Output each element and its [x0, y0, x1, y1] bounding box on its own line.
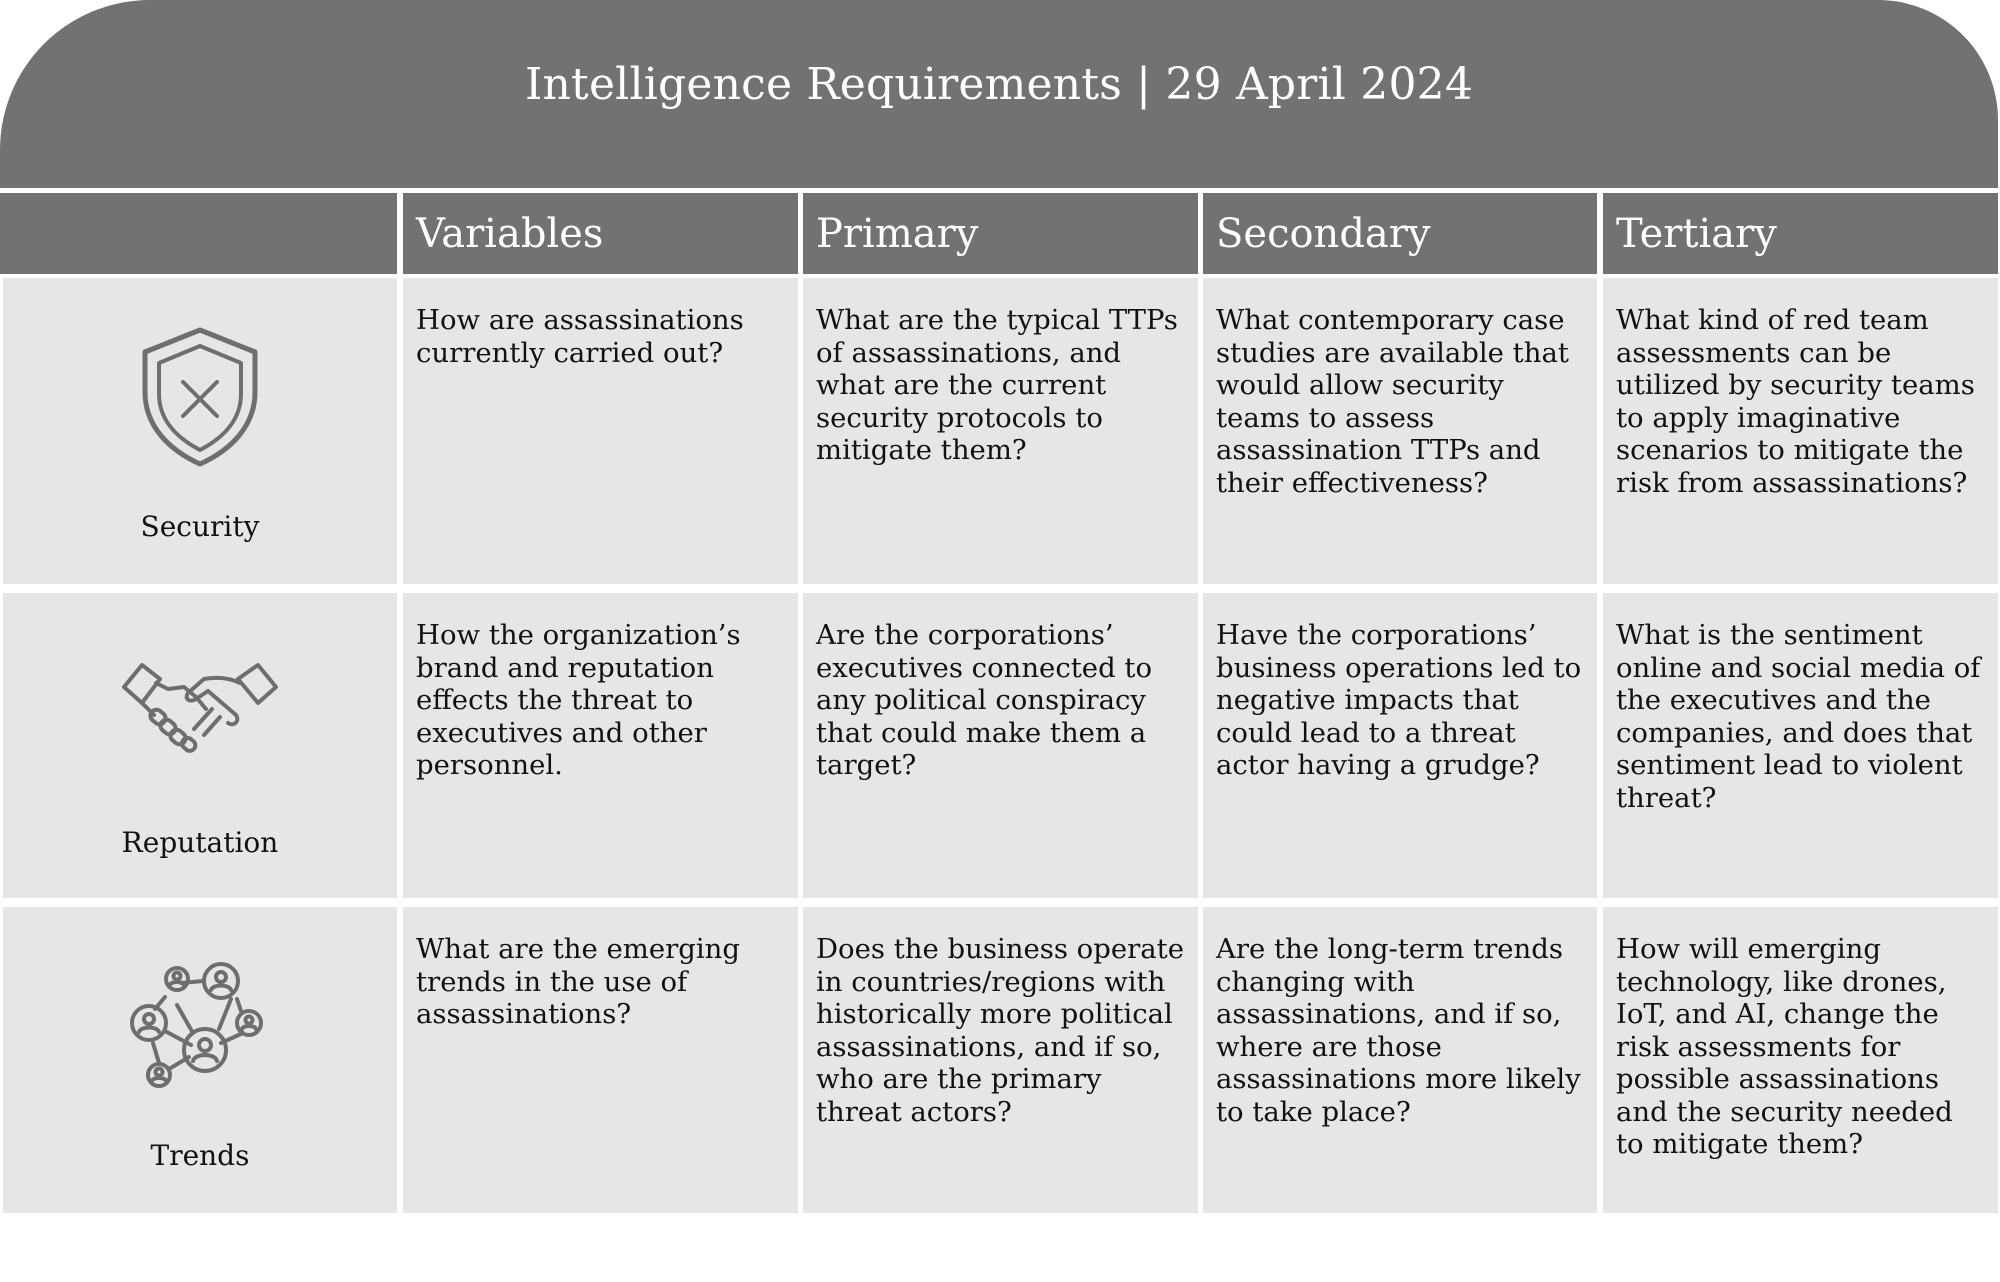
cell-reputation-primary: Are the corporations’ executives connected to any political conspiracy that could make them a target?: [803, 593, 1198, 898]
column-header-primary: Primary: [803, 193, 1198, 274]
cell-security-primary: What are the typical TTPs of assassinations, and what are the current security protocols to mitigate them?: [803, 278, 1198, 584]
cell-trends-variables: What are the emerging trends in the use of assassinations?: [403, 907, 798, 1213]
cell-security-tertiary: What kind of red team assessments can be utilized by security teams to apply imaginative scenarios to mitigate the risk from assassinations?: [1603, 278, 1998, 584]
row-label-cell-reputation: [3, 593, 397, 898]
row-label-trends: Trends: [150, 1139, 250, 1172]
cell-security-secondary: What contemporary case studies are available that would allow security teams to assess assassination TTPs and their effectiveness?: [1203, 278, 1597, 584]
column-header-variables: Variables: [403, 193, 798, 274]
page-title: Intelligence Requirements | 29 April 2024: [524, 58, 1474, 110]
handshake-icon: [120, 659, 280, 759]
row-label-cell-security: [3, 278, 397, 584]
cell-trends-tertiary: How will emerging technology, like drones, IoT, and AI, change the risk assessments for possible assassinations and the security needed to mitigate them?: [1603, 907, 1998, 1213]
cell-trends-secondary: Are the long-term trends changing with assassinations, and if so, where are those assassinations more likely to take place?: [1203, 907, 1597, 1213]
column-header-secondary: Secondary: [1203, 193, 1597, 274]
cell-trends-primary: Does the business operate in countries/regions with historically more political assassinations, and if so, who are the primary threat actors?: [803, 907, 1198, 1213]
header-corner: [0, 193, 397, 274]
shield-x-icon: [135, 324, 265, 469]
cell-reputation-secondary: Have the corporations’ business operations led to negative impacts that could lead to a threat actor having a grudge?: [1203, 593, 1597, 898]
cell-reputation-variables: How the organization’s brand and reputation effects the threat to executives and other personnel.: [403, 593, 798, 898]
row-label-cell-trends: [3, 907, 397, 1213]
column-header-tertiary: Tertiary: [1603, 193, 1998, 274]
network-people-icon: [125, 957, 275, 1092]
cell-security-variables: How are assassinations currently carried out?: [403, 278, 798, 584]
cell-reputation-tertiary: What is the sentiment online and social media of the executives and the companies, and does that sentiment lead to violent threat?: [1603, 593, 1998, 898]
row-label-security: Security: [140, 510, 260, 543]
row-label-reputation: Reputation: [121, 826, 279, 859]
title-banner: [0, 0, 1998, 188]
